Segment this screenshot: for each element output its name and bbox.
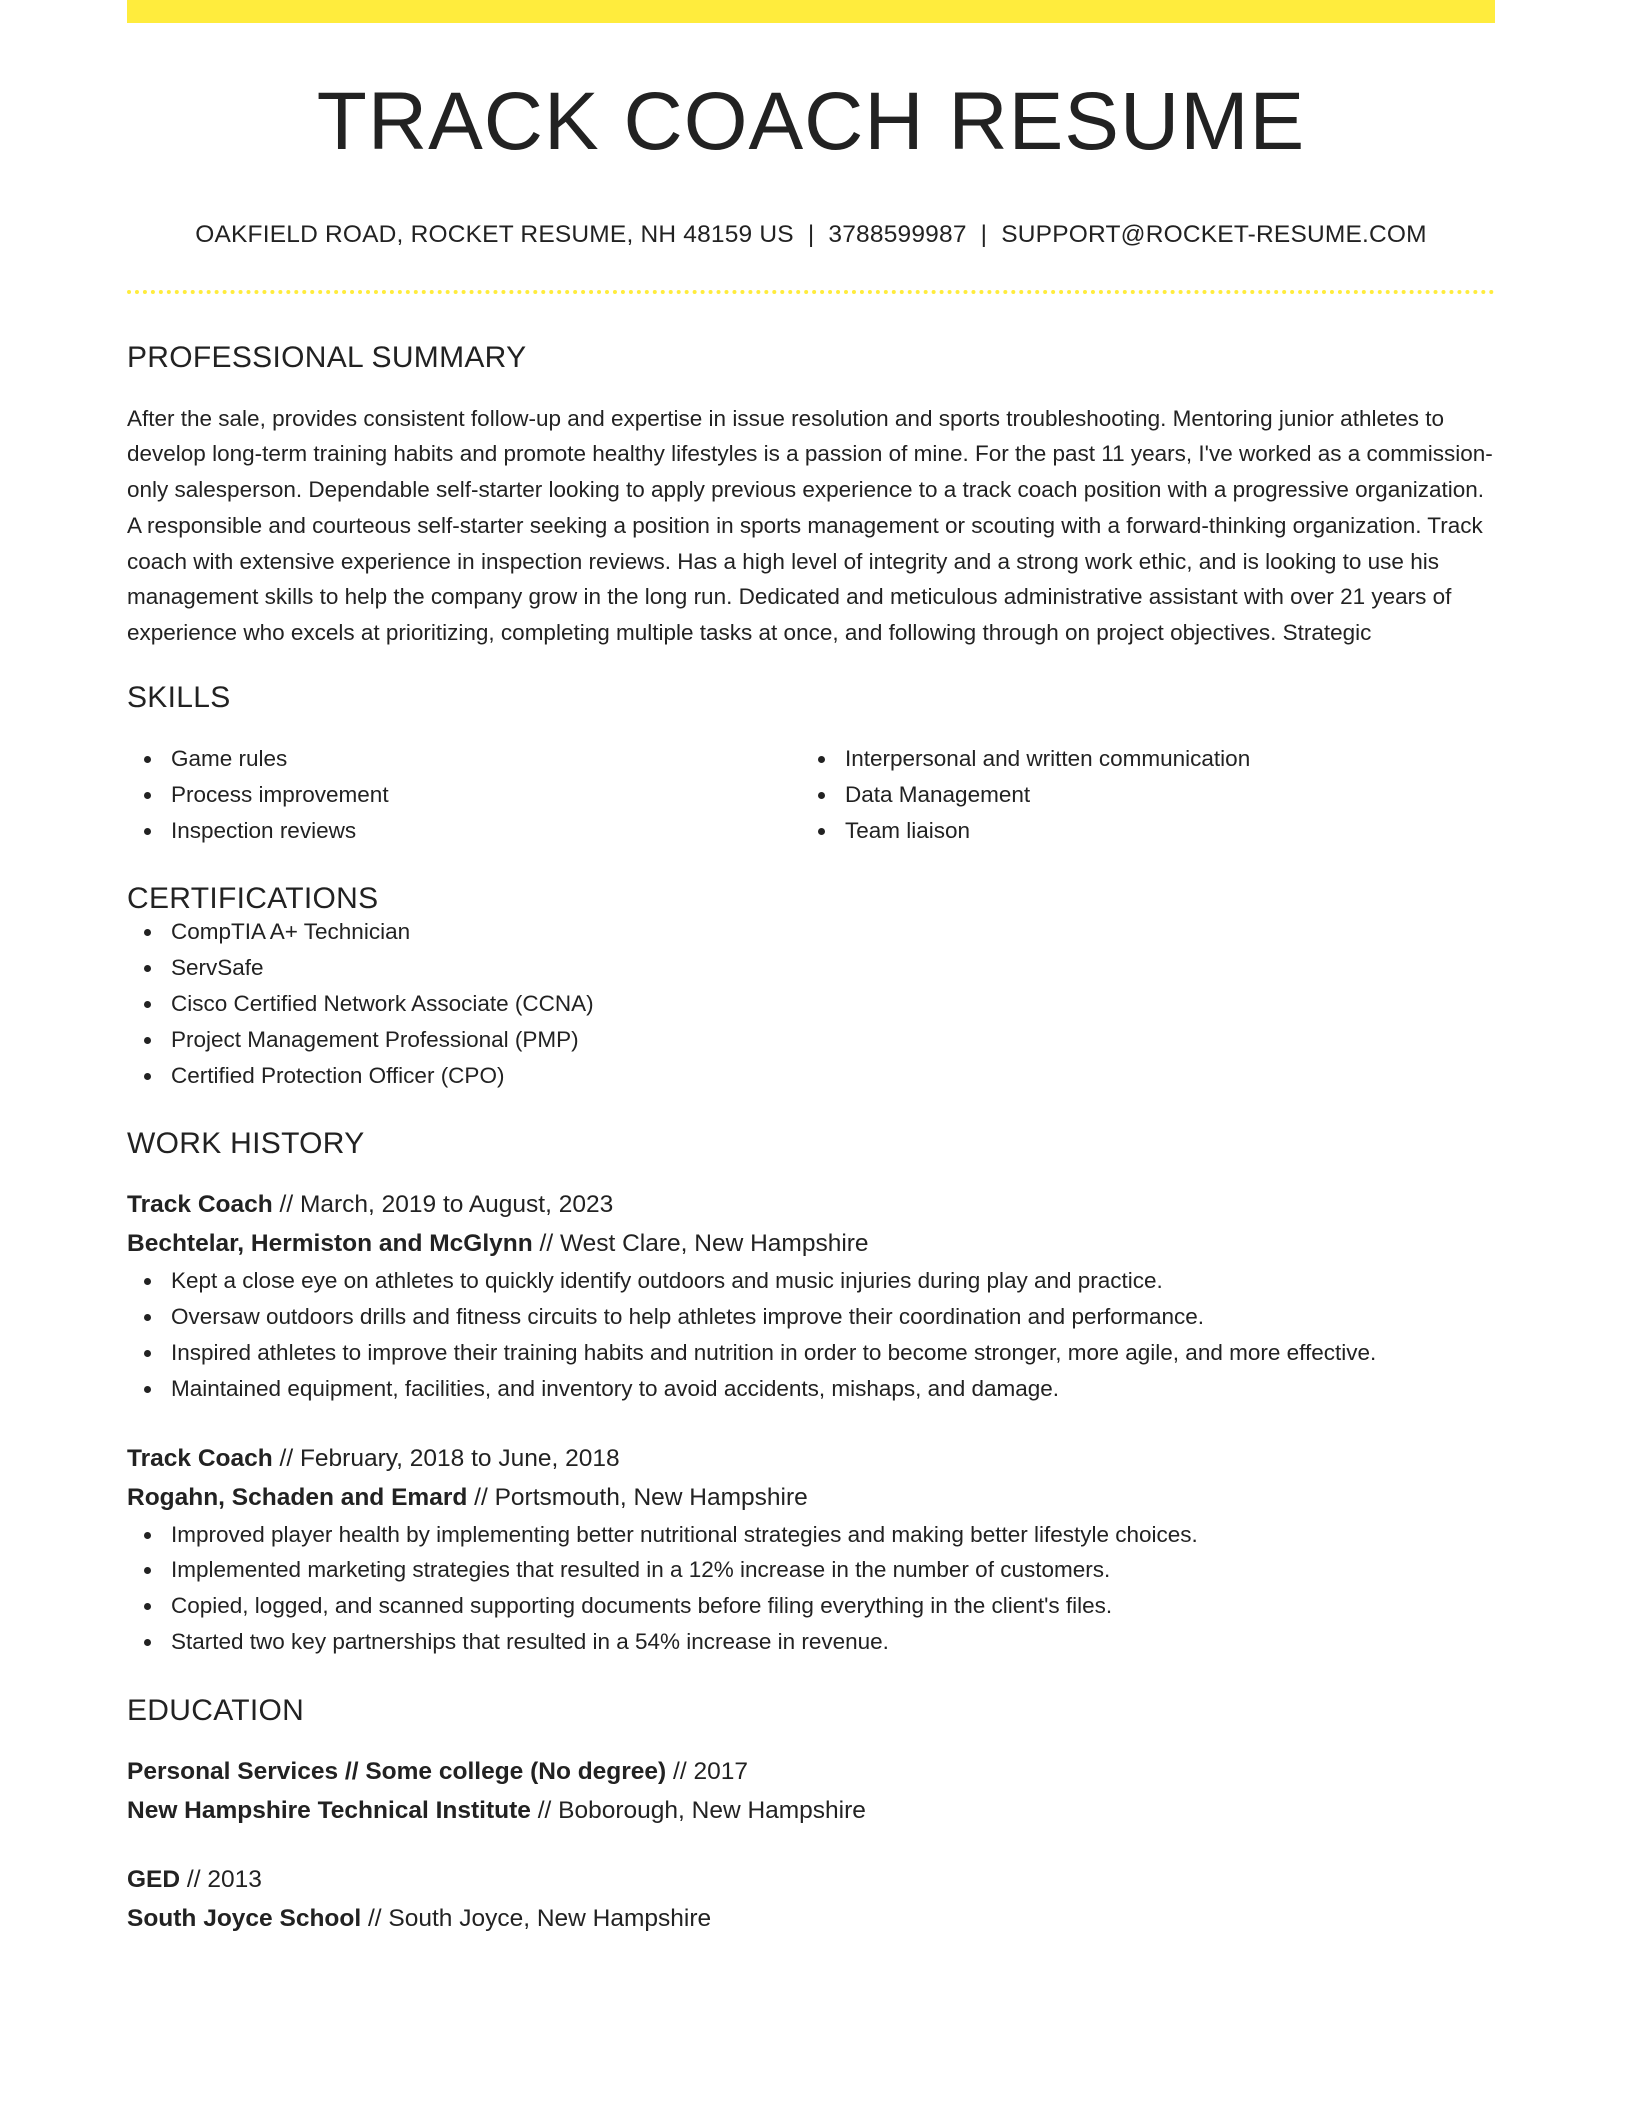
job-location: // West Clare, New Hampshire [532, 1230, 869, 1258]
education-school: South Joyce School [127, 1904, 362, 1932]
certification-item: Cisco Certified Network Associate (CCNA) [127, 986, 1495, 1022]
email: SUPPORT@ROCKET-RESUME.COM [1001, 221, 1427, 248]
summary-text: After the sale, provides consistent follow-up and expertise in issue resolution and sports troubleshooting. Mentoring junior athletes to develop long-term training habits and promote healthy lifestyles is a passion of mine. For the past 11 years, I've worked as a commission-only salesperson. Dependable self-starter looking to apply previous experience to a track coach position with a progressive organization. A responsible and courteous self-starter seeking a position in sports management or scouting with a forward-thinking organization. Track coach with extensive experience in inspection reviews. Has a high level of integrity and a strong work ethic, and is looking to use his management skills to help the company grow in the long run. Dedicated and meticulous administrative assistant with over 21 years of experience who excels at prioritizing, completing multiple tasks at once, and following through on project objectives. Strategic [127, 405, 1493, 646]
job-company-line [127, 1224, 1495, 1263]
education-school-line [127, 1791, 1495, 1830]
job-role-line [127, 1439, 1495, 1478]
job-bullet: Implemented marketing strategies that resulted in a 12% increase in the number of customers. [127, 1552, 1495, 1588]
contact-separator: | [980, 221, 988, 248]
job-bullet: Started two key partnerships that resulted in a 54% increase in revenue. [127, 1624, 1495, 1660]
skills-grid [127, 741, 1495, 848]
education-degree-line [127, 1752, 1495, 1791]
job-company: Rogahn, Schaden and Emard [127, 1483, 468, 1511]
job-bullet: Kept a close eye on athletes to quickly identify outdoors and music injuries during play and practice. [127, 1263, 1495, 1299]
skills-column-right [801, 741, 1475, 848]
job-bullet: Copied, logged, and scanned supporting documents before filing everything in the client's files. [127, 1588, 1495, 1624]
education-location: // South Joyce, New Hampshire [361, 1904, 712, 1932]
certification-item: CompTIA A+ Technician [127, 914, 1495, 950]
job-bullet: Inspired athletes to improve their training habits and nutrition in order to become stronger, more agile, and more effective. [127, 1335, 1495, 1371]
job-bullets [127, 1517, 1495, 1660]
resume-page [127, 0, 1495, 1938]
education-entry [127, 1752, 1495, 1830]
job-dates: // March, 2019 to August, 2023 [272, 1191, 614, 1219]
education-degree-line [127, 1860, 1495, 1899]
job-location: // Portsmouth, New Hampshire [467, 1483, 808, 1511]
section-title-education: EDUCATION [127, 1693, 305, 1727]
job-dates: // February, 2018 to June, 2018 [272, 1444, 620, 1472]
job-role-line [127, 1185, 1495, 1224]
job-company-line [127, 1478, 1495, 1517]
certification-item: Project Management Professional (PMP) [127, 1022, 1495, 1058]
education-degree: GED [127, 1865, 181, 1893]
job-role: Track Coach [127, 1191, 273, 1219]
certification-item: Certified Protection Officer (CPO) [127, 1058, 1495, 1094]
skill-item: Process improvement [127, 777, 801, 813]
education-entry [127, 1860, 1495, 1938]
job-role: Track Coach [127, 1444, 273, 1472]
skill-item: Inspection reviews [127, 813, 801, 849]
skill-item: Team liaison [801, 813, 1475, 849]
address: OAKFIELD ROAD, ROCKET RESUME, NH 48159 US [195, 221, 794, 248]
section-title-certifications: CERTIFICATIONS [127, 882, 379, 916]
accent-bar [127, 0, 1495, 23]
education-degree: Personal Services // Some college (No degree) [127, 1757, 667, 1785]
phone: 3788599987 [828, 221, 967, 248]
job-entry [127, 1439, 1495, 1660]
job-bullets [127, 1263, 1495, 1406]
contact-separator: | [807, 221, 815, 248]
education-school-line [127, 1899, 1495, 1938]
job-company: Bechtelar, Hermiston and McGlynn [127, 1230, 533, 1258]
education-location: // Boborough, New Hampshire [530, 1796, 866, 1824]
skills-column-left [127, 741, 801, 848]
section-title-summary: PROFESSIONAL SUMMARY [127, 340, 527, 374]
resume-title: TRACK COACH RESUME [316, 76, 1306, 167]
education-year: // 2017 [666, 1757, 748, 1785]
skill-item: Data Management [801, 777, 1475, 813]
education-school: New Hampshire Technical Institute [127, 1796, 531, 1824]
section-title-skills: SKILLS [127, 681, 231, 715]
job-bullet: Oversaw outdoors drills and fitness circuits to help athletes improve their coordination and performance. [127, 1299, 1495, 1335]
job-bullet: Improved player health by implementing better nutritional strategies and making better lifestyle choices. [127, 1517, 1495, 1553]
certification-list [127, 914, 1495, 1093]
job-bullet: Maintained equipment, facilities, and inventory to avoid accidents, mishaps, and damage. [127, 1371, 1495, 1407]
skill-item: Interpersonal and written communication [801, 741, 1475, 777]
certification-item: ServSafe [127, 950, 1495, 986]
contact-line [127, 223, 1495, 248]
skill-item: Game rules [127, 741, 801, 777]
section-title-work-history: WORK HISTORY [127, 1127, 365, 1161]
job-entry [127, 1185, 1495, 1406]
education-year: // 2013 [180, 1865, 262, 1893]
dotted-divider [127, 290, 1495, 294]
